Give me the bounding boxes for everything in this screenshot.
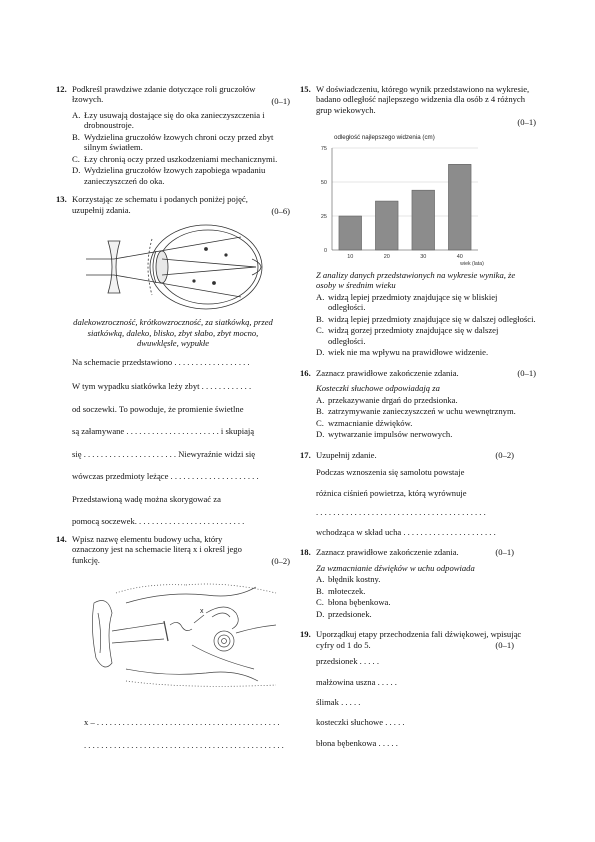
bar	[339, 216, 362, 250]
answer-option[interactable]: D. Wydzielina gruczołów łzowych zapobiega wpadaniu zanieczyszczeń do oka.	[72, 165, 266, 186]
answer-option[interactable]: B. zatrzymywanie zanieczyszczeń w uchu wewnętrznym.	[316, 406, 516, 417]
ossicles	[170, 623, 192, 631]
question-text: Uporządkuj etapy przechodzenia fali dźwiękowej, wpisując cyfry od 1 do 5.	[316, 629, 522, 650]
points-label: (0–1)	[517, 367, 536, 378]
x-tick-label: 30	[420, 253, 427, 260]
answer-option[interactable]: A. błędnik kostny.	[316, 574, 381, 585]
question-number: 14.	[56, 533, 67, 544]
best-vision-distance-chart	[308, 130, 508, 266]
right-column	[300, 84, 536, 755]
question-number: 15.	[300, 84, 311, 94]
question-17	[300, 450, 536, 537]
x-tick-label: 20	[383, 253, 390, 260]
points-label: (0–2)	[271, 555, 290, 566]
question-15	[300, 84, 536, 358]
eardrum	[164, 621, 168, 641]
question-text: Korzystając ze schematu i podanych poniżej pojęć, uzupełnij zdania.	[72, 194, 248, 215]
answer-option[interactable]: A. przekazywanie drgań do przedsionka.	[316, 394, 458, 405]
fill-in-line: różnica ciśnień powietrza, którą wyrównuje	[316, 487, 467, 498]
question-13	[56, 194, 290, 526]
fill-in-line[interactable]: pomocą soczewek. . . . . . . . . . . . . . . . . . . . . . . . . .	[72, 516, 245, 527]
question-12	[56, 84, 290, 186]
question-number: 19.	[300, 629, 311, 640]
question-14	[56, 534, 290, 750]
left-column	[56, 84, 290, 757]
question-text: Uzupełnij zdanie.	[316, 449, 377, 460]
word-bank: dalekowzroczność, krótkowzroczność, za siatkówką, przed siatkówką, daleko, blisko, zbyt słabo, zbyt mocno, dwuwklęsłe, wypukłe	[73, 317, 273, 349]
fill-in-line[interactable]: Na schemacie przedstawiono . . . . . . . . . . . . . . . . . .	[72, 356, 250, 367]
auricle	[92, 601, 112, 667]
x-axis-label: wiek (lata)	[460, 260, 484, 266]
bar	[448, 164, 471, 250]
ordering-item[interactable]: ślimak . . . . .	[316, 696, 361, 707]
question-16	[300, 368, 536, 440]
answer-option[interactable]: D. wytwarzanie impulsów nerwowych.	[316, 429, 453, 440]
question-number: 13.	[56, 194, 67, 205]
ordering-item[interactable]: błona bębenkowa . . . . .	[316, 737, 398, 748]
points-label: (0–1)	[495, 640, 514, 651]
fill-in-line: od soczewki. To powoduje, że promienie świetlne	[72, 403, 244, 414]
fill-in-line: Podczas wznoszenia się samolotu powstaje	[316, 467, 465, 478]
question-number: 16.	[300, 367, 311, 378]
question-number: 17.	[300, 449, 311, 460]
cochlea	[214, 631, 234, 651]
ordering-item[interactable]: przedsionek . . . . .	[316, 656, 380, 667]
fill-in-line[interactable]: wchodząca w skład ucha . . . . . . . . . . . . . . . . . . . . . .	[316, 526, 496, 537]
fill-in-line[interactable]: są załamywane . . . . . . . . . . . . . . . . . . . . . . i skupiają	[72, 426, 255, 437]
bar	[412, 190, 435, 250]
ordering-item[interactable]: małżowina uszna . . . . .	[316, 676, 397, 687]
question-18	[300, 547, 536, 619]
question-number: 18.	[300, 547, 311, 558]
chart-title: odległość najlepszego widzenia (cm)	[334, 133, 435, 141]
answer-options	[72, 110, 290, 186]
answer-option[interactable]: A. Łzy usuwają dostające się do oka zanieczyszczenia i drobnoustroje.	[72, 109, 265, 131]
points-label: (0–2)	[495, 449, 514, 460]
question-text: W doświadczeniu, którego wynik przedstawiono na wykresie, badano odległość najlepszego widzenia dla osób z 4 różnych grup wiekowych.	[316, 84, 530, 115]
answer-options	[316, 395, 536, 440]
question-text: Podkreśl prawdziwe zdanie dotyczące roli gruczołów łzowych.	[72, 84, 256, 105]
fill-in-line[interactable]: . . . . . . . . . . . . . . . . . . . . . . . . . . . . . . . . . . . . . . . .	[316, 507, 486, 518]
fill-in-line: Przedstawioną wadę można skorygować za	[72, 493, 221, 504]
label-x: x	[200, 608, 204, 616]
fill-in-line[interactable]: się . . . . . . . . . . . . . . . . . . . . . . Niewyraźnie widzi się	[72, 448, 256, 459]
fill-in-line[interactable]: wówczas przedmioty leżące . . . . . . . . . . . . . . . . . . . . .	[72, 471, 259, 482]
question-intro: Kosteczki słuchowe odpowiadają za	[316, 383, 440, 394]
points-label: (0–1)	[271, 96, 290, 106]
x-tick-label: 10	[347, 253, 354, 260]
question-number: 12.	[56, 84, 67, 94]
question-text: Wpisz nazwę elementu budowy ucha, który oznaczony jest na schemacie literą x i określ jego funkcję.	[72, 533, 242, 565]
points-label: (0–6)	[271, 206, 290, 217]
question-text: Zaznacz prawidłowe zakończenie zdania.	[316, 547, 459, 558]
semicircular-canals	[206, 607, 238, 629]
question-19	[300, 629, 536, 748]
answer-option[interactable]: B. młoteczek.	[316, 585, 366, 596]
question-intro: Za wzmacnianie dźwięków w uchu odpowiada	[316, 562, 475, 573]
answer-option[interactable]: B. Wydzielina gruczołów łzowych chroni oczy przed zbyt silnym światłem.	[72, 131, 274, 153]
eye-lens	[156, 251, 168, 283]
question-intro: Z analizy danych przedstawionych na wykresie wynika, że osoby w średnim wieku	[316, 269, 516, 291]
answer-options	[316, 292, 536, 358]
eye-diagram	[56, 219, 290, 311]
answer-option[interactable]: B. widzą lepiej przedmioty znajdujące się w dalszej odległości.	[316, 313, 536, 324]
answer-option[interactable]: A. widzą lepiej przedmioty znajdujące się w bliskiej odległości.	[316, 291, 498, 313]
y-tick-label: 0	[323, 247, 327, 254]
x-tick-label: 40	[456, 253, 463, 260]
ear-canal	[112, 623, 164, 643]
y-tick-label: 50	[320, 179, 327, 186]
answer-option[interactable]: C. błona bębenkowa.	[316, 597, 391, 608]
eustachian-tube	[192, 645, 254, 669]
y-tick-label: 25	[320, 213, 327, 220]
points-label: (0–1)	[517, 117, 536, 128]
answer-line[interactable]: . . . . . . . . . . . . . . . . . . . . . . . . . . . . . . . . . . . . . . . . . . . . . . .	[84, 739, 284, 750]
answer-line-x[interactable]: x – . . . . . . . . . . . . . . . . . . . . . . . . . . . . . . . . . . . . . . . . . . .	[84, 717, 280, 728]
answer-option[interactable]: C. wzmacnianie dźwięków.	[316, 417, 413, 428]
fill-in-line[interactable]: W tym wypadku siatkówka leży zbyt . . . . . . . . . . . .	[72, 381, 252, 392]
bar	[375, 201, 398, 250]
y-tick-label: 75	[320, 145, 327, 152]
points-label: (0–1)	[495, 547, 514, 558]
answer-options	[316, 574, 536, 619]
answer-option[interactable]: D. przedsionek.	[316, 608, 372, 619]
answer-option[interactable]: C. Łzy chronią oczy przed uszkodzeniami mechanicznymi.	[72, 153, 278, 164]
question-text: Zaznacz prawidłowe zakończenie zdania.	[316, 367, 459, 378]
ordering-item[interactable]: kosteczki słuchowe . . . . .	[316, 717, 405, 728]
ear-diagram	[86, 573, 286, 693]
concave-lens	[108, 241, 120, 293]
answer-option[interactable]: D. wiek nie ma wpływu na prawidłowe widzenie.	[316, 347, 489, 358]
answer-option[interactable]: C. widzą gorzej przedmioty znajdujące się w dalszej odległości.	[316, 325, 499, 346]
